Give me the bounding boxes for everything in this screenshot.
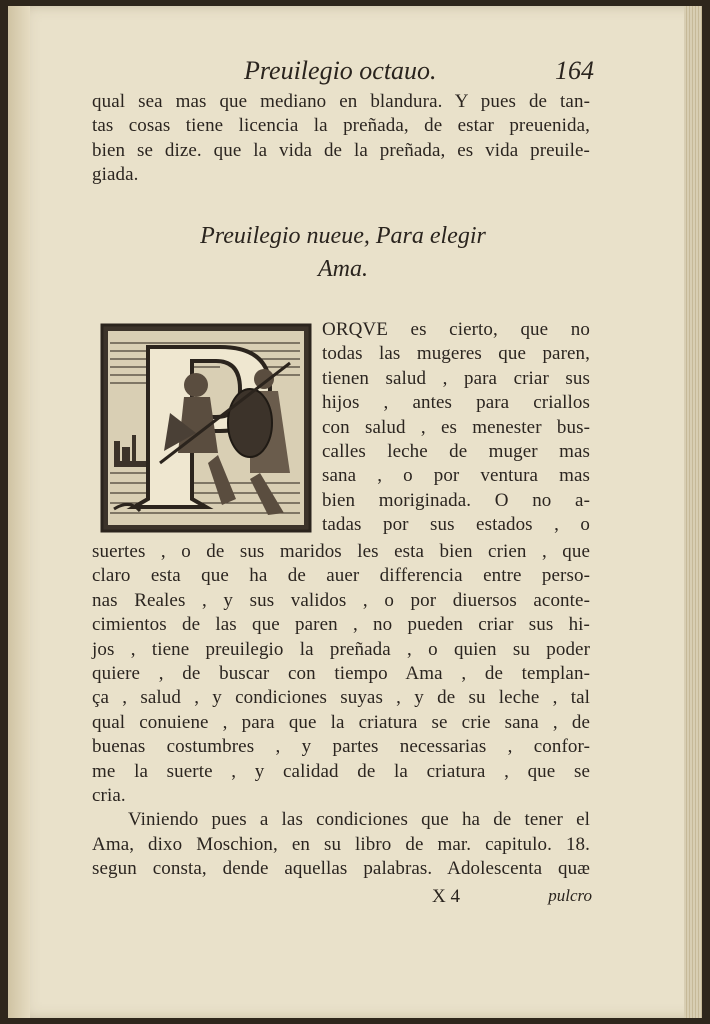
book-page (8, 6, 702, 1018)
text-line: segun consta, dende aquellas palabras. Adolescenta quæ (92, 858, 590, 880)
catchword: pulcro (548, 886, 592, 905)
text-line: tienen salud , para criar sus (322, 367, 590, 389)
text-line: bien moriginada. O no a- (322, 489, 590, 511)
text-line: ORQVE es cierto, que no (322, 319, 590, 340)
page-footer (92, 886, 592, 914)
text-line: suertes , o de sus maridos les esta bien crien , que (92, 541, 590, 562)
woodcut-illustration (100, 323, 312, 533)
text-line: me la suerte , y calidad de la criatura , que se (92, 760, 590, 782)
text-line: claro esta que ha de auer differencia entre perso- (92, 565, 590, 587)
woodcut-initial (100, 323, 312, 533)
section-heading-line-1: Preuilegio nueue, Para elegir (200, 223, 486, 249)
text-line: buenas costumbres , y partes necessarias , confor- (92, 736, 590, 758)
opening-paragraph (92, 90, 590, 188)
text-line: tas cosas tiene licencia la preñada, de estar preuenida, (92, 115, 590, 137)
body-paragraph (92, 540, 590, 882)
text-line: calles leche de muger mas (322, 441, 590, 463)
text-line: qual sea mas que mediano en blandura. Y pues de tan- (92, 91, 590, 112)
text-line: Viniendo pues a las condiciones que ha de tener el (128, 809, 590, 831)
text-line: cria. (92, 785, 126, 807)
text-line: bien se dize. que la vida de la preñada, es vida preuile- (92, 139, 590, 161)
text-line: ça , salud , y condiciones suyas , y de su leche , tal (92, 687, 590, 709)
text-line: giada. (92, 164, 139, 186)
signature-mark: X 4 (432, 886, 460, 907)
text-line: con salud , es menester bus- (322, 416, 590, 438)
text-line: Ama, dixo Moschion, en su libro de mar. capitulo. 18. (92, 833, 590, 855)
running-head (244, 56, 594, 92)
page-edges (684, 6, 702, 1018)
text-line: cimientos de las que paren , no pueden criar sus hi- (92, 614, 590, 636)
text-line: qual conuiene , para que la criatura se crie sana , de (92, 711, 590, 733)
text-line: quiere , de buscar con tiempo Ama , de templan- (92, 663, 590, 685)
text-line: hijos , antes para criallos (322, 392, 590, 414)
dropcap-paragraph (322, 318, 590, 538)
page-number: 164 (555, 56, 594, 85)
text-line: jos , tiene preuilegio la preñada , o quien su poder (92, 638, 590, 660)
running-head-title: Preuilegio octauo. (244, 56, 437, 85)
text-line: tadas por sus estados , o (322, 514, 590, 536)
text-line: todas las mugeres que paren, (322, 343, 590, 365)
section-heading-line-2: Ama. (318, 256, 368, 282)
text-line: nas Reales , y sus validos , o por diuersos aconte- (92, 589, 590, 611)
section-heading (158, 220, 528, 286)
page-gutter (8, 6, 30, 1018)
text-line: sana , o por ventura mas (322, 465, 590, 487)
